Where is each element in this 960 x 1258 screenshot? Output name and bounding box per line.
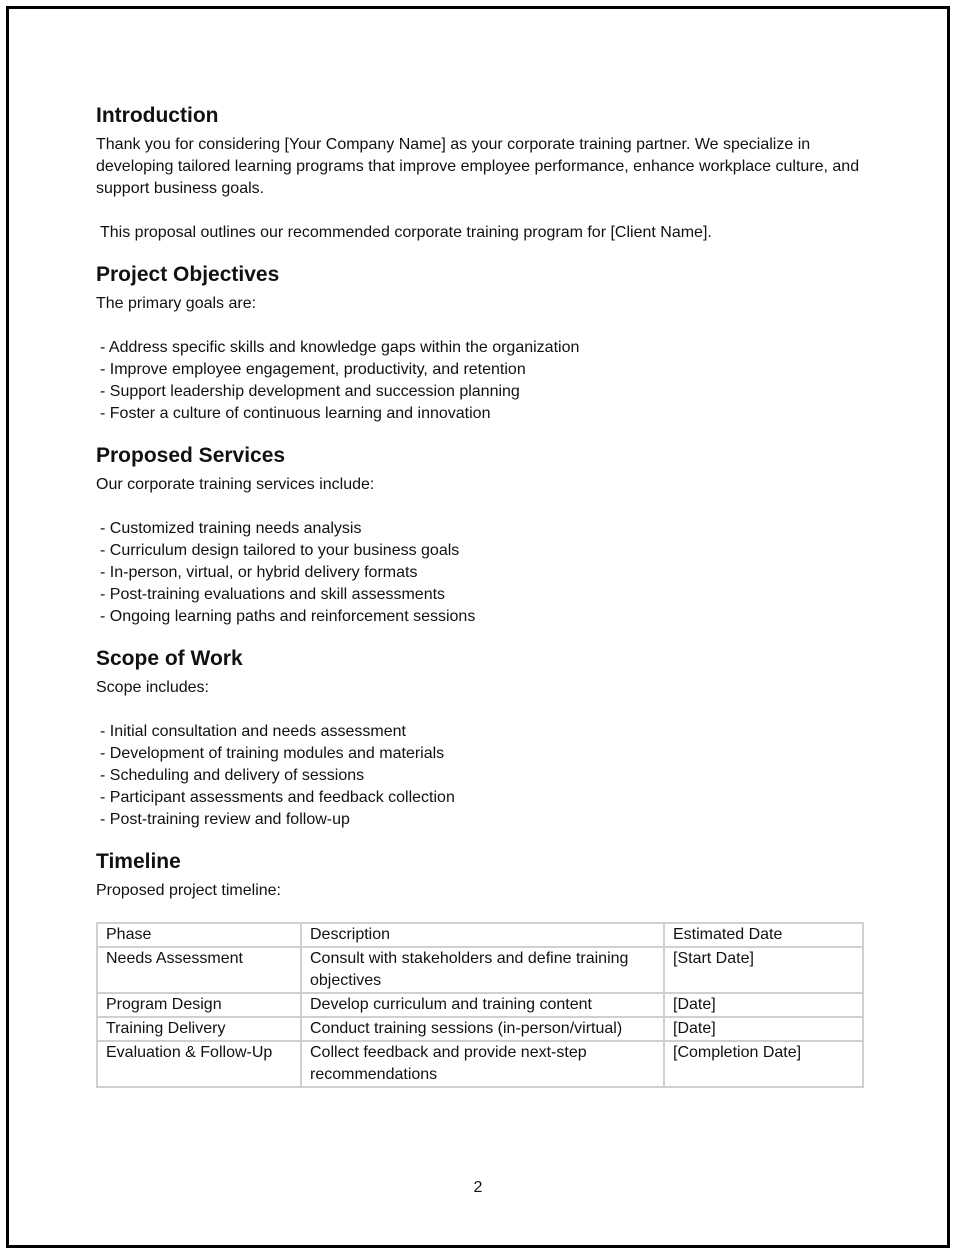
list-item: - Scheduling and delivery of sessions	[100, 767, 365, 784]
services-section	[96, 443, 871, 628]
table-cell: Training Delivery	[97, 1017, 301, 1041]
column-header-description: Description	[301, 923, 664, 947]
table-header-row	[97, 923, 863, 947]
scope-heading: Scope of Work	[96, 647, 243, 670]
table-row	[97, 1041, 863, 1087]
list-item: - Post-training evaluations and skill assessments	[100, 586, 446, 603]
list-item: - Participant assessments and feedback collection	[100, 789, 455, 806]
table-cell: [Start Date]	[664, 947, 863, 993]
table-row	[97, 947, 863, 993]
list-item: - Customized training needs analysis	[100, 520, 362, 537]
page-number: 2	[473, 1179, 483, 1196]
introduction-heading: Introduction	[96, 104, 219, 127]
timeline-table	[96, 922, 864, 1088]
timeline-intro: Proposed project timeline:	[96, 882, 281, 899]
table-row	[97, 1017, 863, 1041]
list-item: - Address specific skills and knowledge gaps within the organization	[100, 339, 580, 356]
list-item: - Initial consultation and needs assessment	[100, 723, 406, 740]
table-cell: Program Design	[97, 993, 301, 1017]
timeline-section	[96, 849, 871, 1088]
list-item: - Development of training modules and materials	[100, 745, 445, 762]
list-item: - Support leadership development and succession planning	[100, 383, 520, 400]
list-item: - Improve employee engagement, productivity, and retention	[100, 361, 526, 378]
list-item: - Post-training review and follow-up	[100, 811, 350, 828]
table-cell: [Date]	[664, 1017, 863, 1041]
timeline-heading: Timeline	[96, 850, 181, 873]
table-cell: Collect feedback and provide next-step recommendations	[301, 1041, 664, 1087]
page-content	[96, 103, 871, 1106]
table-cell: [Completion Date]	[664, 1041, 863, 1087]
objectives-intro: The primary goals are:	[96, 295, 257, 312]
objectives-list	[96, 337, 871, 425]
services-list	[96, 518, 871, 628]
list-item: - Curriculum design tailored to your business goals	[100, 542, 460, 559]
table-cell: Consult with stakeholders and define training objectives	[301, 947, 664, 993]
introduction-paragraph: Thank you for considering [Your Company Name] as your corporate training partner. We specialize in developing tailored learning programs that improve employee performance, enhance workplace culture, and support business goals.	[96, 136, 860, 197]
proposal-outline-paragraph: This proposal outlines our recommended corporate training program for [Client Name].	[100, 224, 712, 241]
table-cell: Conduct training sessions (in-person/virtual)	[301, 1017, 664, 1041]
scope-section	[96, 646, 871, 831]
introduction-section	[96, 103, 871, 244]
list-item: - In-person, virtual, or hybrid delivery formats	[100, 564, 418, 581]
table-cell: Evaluation & Follow-Up	[97, 1041, 301, 1087]
table-row	[97, 993, 863, 1017]
list-item: - Ongoing learning paths and reinforcement sessions	[100, 608, 476, 625]
table-cell: Needs Assessment	[97, 947, 301, 993]
services-heading: Proposed Services	[96, 444, 286, 467]
objectives-heading: Project Objectives	[96, 263, 280, 286]
column-header-estimated-date: Estimated Date	[664, 923, 863, 947]
scope-list	[96, 721, 871, 831]
table-cell: Develop curriculum and training content	[301, 993, 664, 1017]
objectives-section	[96, 262, 871, 425]
table-cell: [Date]	[664, 993, 863, 1017]
list-item: - Foster a culture of continuous learning and innovation	[100, 405, 491, 422]
document-page	[6, 6, 950, 1248]
column-header-phase: Phase	[97, 923, 301, 947]
services-intro: Our corporate training services include:	[96, 476, 375, 493]
scope-intro: Scope includes:	[96, 679, 209, 696]
